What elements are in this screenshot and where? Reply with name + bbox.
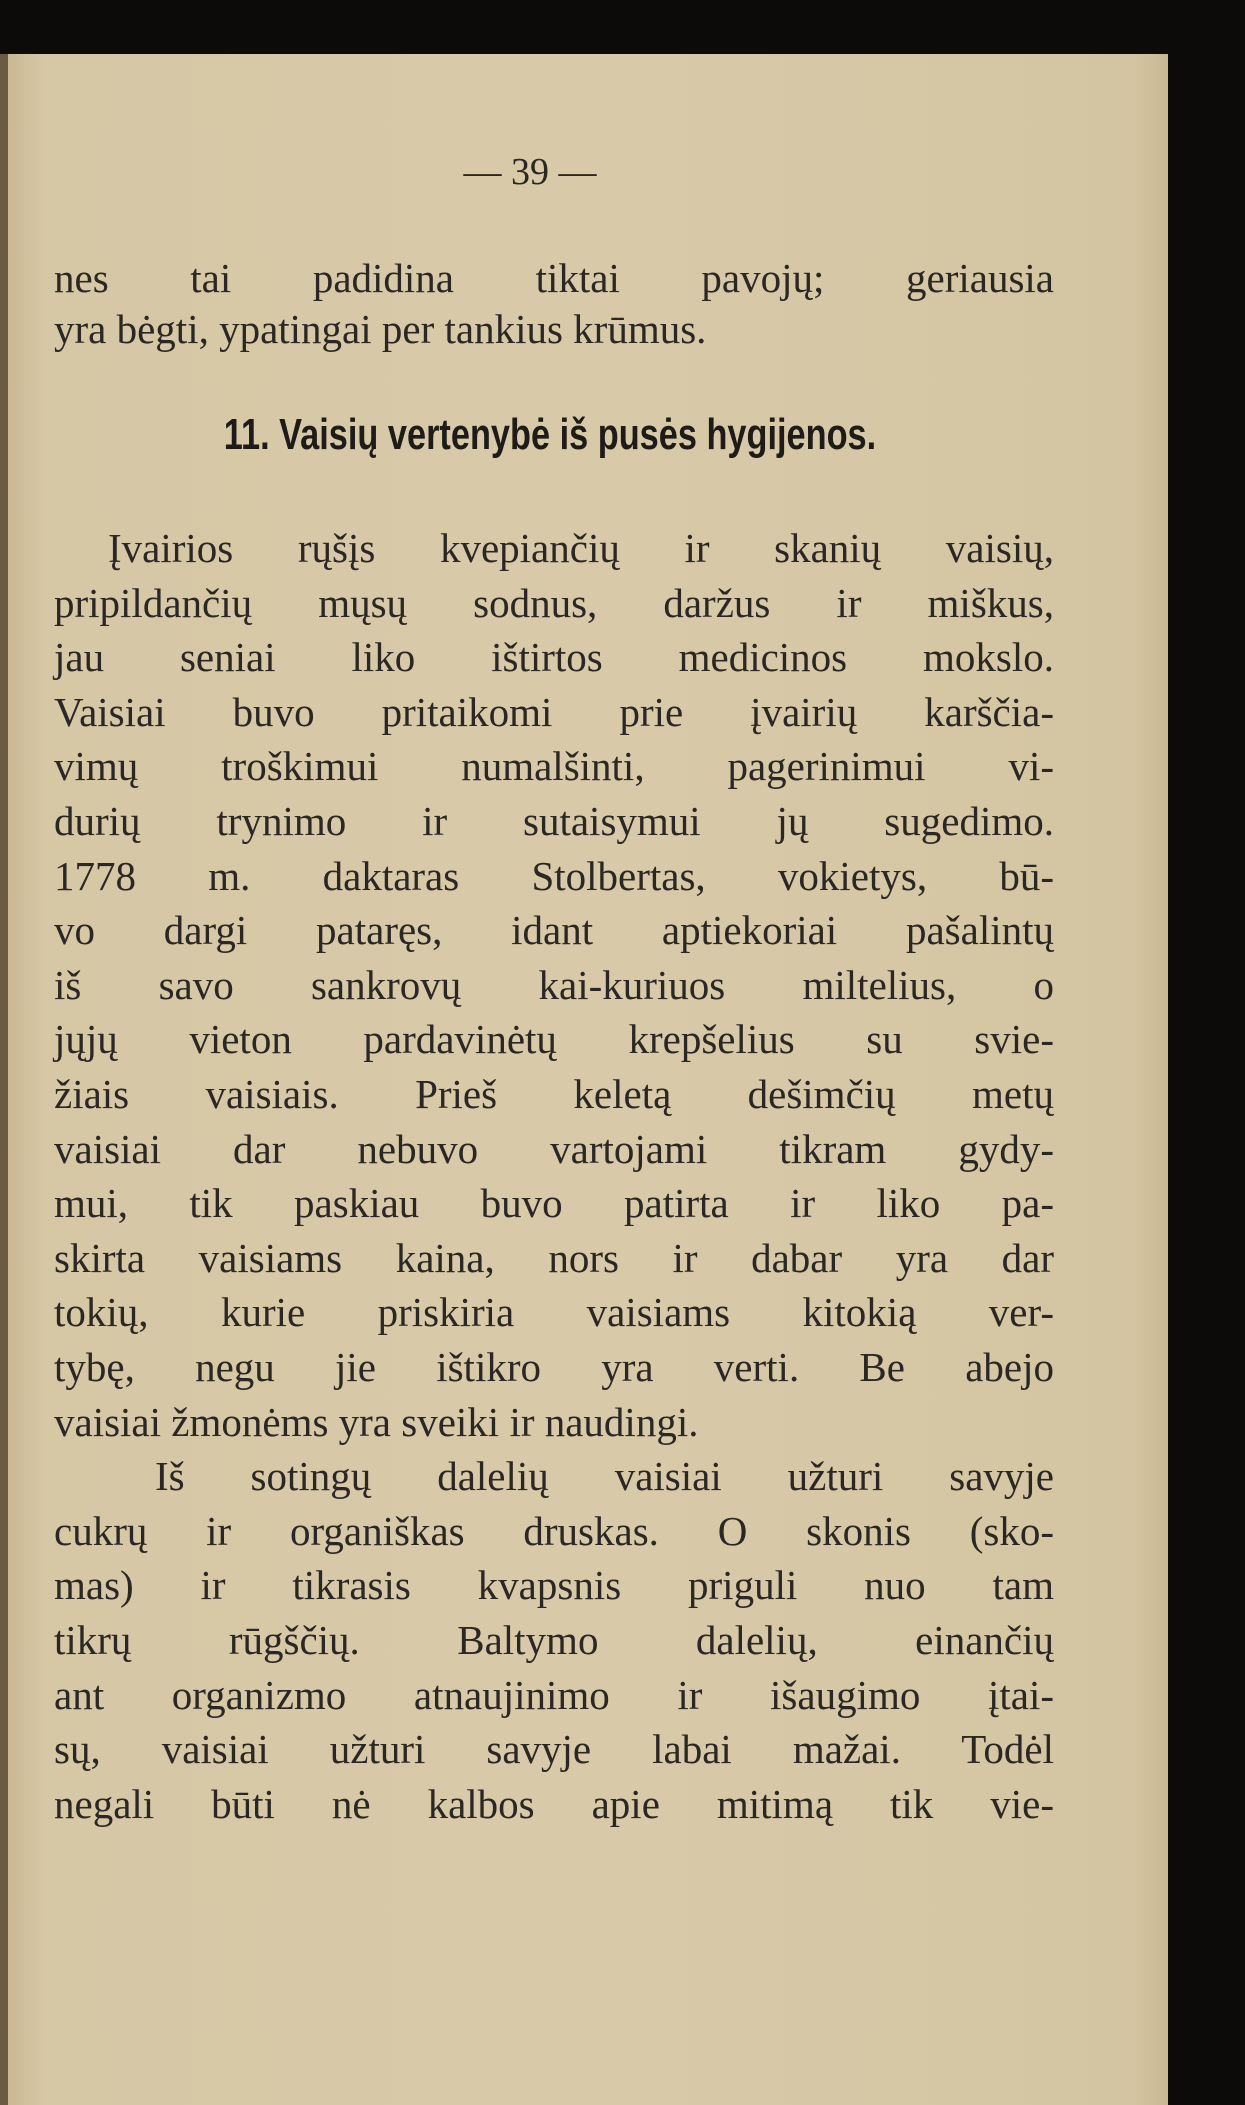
text-line: tikrų rūgščių. Baltymo dalelių, einančių <box>54 1617 1054 1663</box>
text-line: vimų troškimui numalšinti, pagerinimui vi- <box>54 743 1054 790</box>
text-line: vaisiai dar nebuvo vartojami tikram gydy- <box>54 1125 1054 1172</box>
text-line: Iš sotingų dalelių vaisiai užturi savyje <box>155 1453 1054 1500</box>
text-line: 1778 m. daktaras Stolbertas, vokietys, bū- <box>54 852 1054 899</box>
text-line: jųjų vieton pardavinėtų krepšelius su svie- <box>54 1016 1054 1063</box>
text-line: sų, vaisiai užturi savyje labai mažai. Todėl <box>54 1726 1054 1773</box>
text-line: vo dargi pataręs, idant aptiekoriai pašalintų <box>54 907 1054 954</box>
text-line: negali būti nė kalbos apie mitimą tik vie- <box>54 1780 1054 1827</box>
text-line: durių trynimo ir sutaisymui jų sugedimo. <box>54 798 1054 844</box>
text-line: iš savo sankrovų kai-kuriuos miltelius, o <box>54 961 1054 1008</box>
text-line: tybę, negu jie ištikro yra verti. Be abejo <box>54 1344 1054 1390</box>
text-line: skirta vaisiams kaina, nors ir dabar yra dar <box>54 1234 1054 1281</box>
text-line: vaisiai žmonėms yra sveiki ir naudingi. <box>54 1398 699 1445</box>
text-line: tokių, kurie priskiria vaisiams kitokią ver- <box>54 1289 1054 1336</box>
text-line: pripildančių mųsų sodnus, daržus ir miškus, <box>54 579 1054 626</box>
text-line: žiais vaisiais. Prieš keletą dešimčių metų <box>54 1071 1054 1117</box>
text-line: Vaisiai buvo pritaikomi prie įvairių karščia- <box>54 688 1054 735</box>
text-line: mas) ir tikrasis kvapsnis priguli nuo tam <box>54 1562 1054 1609</box>
text-line: cukrų ir organiškas druskas. O skonis (sko- <box>54 1507 1054 1554</box>
page-number: — 39 — <box>463 151 597 193</box>
text-line: yra bėgti, ypatingai per tankius krūmus. <box>54 306 707 352</box>
page-binding-edge <box>0 54 8 2105</box>
text-line: nes tai padidina tiktai pavojų; geriausia <box>54 255 1054 301</box>
text-line: Įvairios rųšįs kvepiančių ir skanių vaisių, <box>108 525 1054 571</box>
text-line: ant organizmo atnaujinimo ir išaugimo įtai- <box>54 1671 1054 1718</box>
text-line: jau seniai liko ištirtos medicinos mokslo. <box>54 634 1054 681</box>
section-heading: 11. Vaisių vertenybė iš pusės hygijenos. <box>223 410 877 459</box>
text-line: mui, tik paskiau buvo patirta ir liko pa- <box>54 1180 1054 1227</box>
